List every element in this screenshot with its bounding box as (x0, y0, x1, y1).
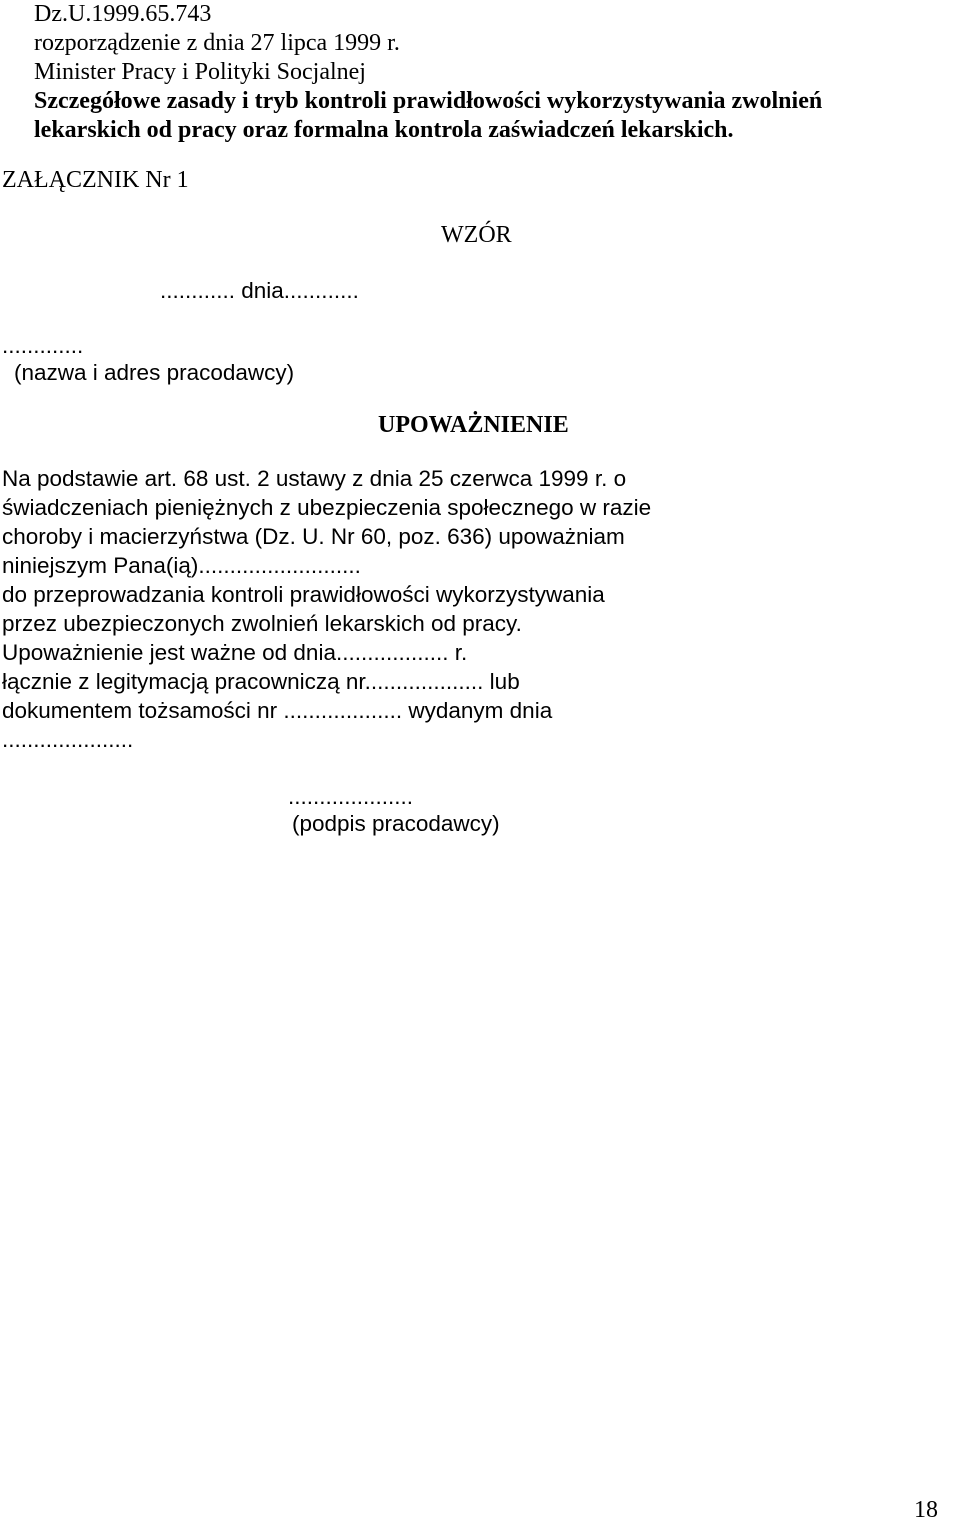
body-line: Na podstawie art. 68 ust. 2 ustawy z dnia 25 czerwca 1999 r. o (2, 466, 627, 491)
body-line: świadczeniach pieniężnych z ubezpieczenia społecznego w razie (2, 495, 652, 520)
body-line: przez ubezpieczonych zwolnień lekarskich od pracy. (2, 611, 522, 636)
document-header (34, 0, 822, 145)
annex-label: ZAŁĄCZNIK Nr 1 (2, 167, 189, 193)
regulation-date: rozporządzenie z dnia 27 lipca 1999 r. (34, 30, 400, 56)
signature-caption: (podpis pracodawcy) (292, 811, 500, 836)
page-number: 18 (914, 1497, 938, 1523)
body-line: Upoważnienie jest ważne od dnia.................. r. (2, 640, 468, 665)
signature-dots: .................... (288, 784, 414, 809)
employer-dots: ............. (2, 333, 84, 358)
employer-caption: (nazwa i adres pracodawcy) (14, 360, 295, 385)
issuer: Minister Pracy i Polityki Socjalnej (34, 59, 366, 85)
authorization-title: UPOWAŻNIENIE (378, 412, 569, 438)
doc-reference: Dz.U.1999.65.743 (34, 1, 212, 27)
authorization-body (2, 464, 651, 754)
body-line: ..................... (2, 727, 134, 752)
date-line: ............ dnia............ (160, 278, 359, 303)
body-line: dokumentem tożsamości nr ................... wydanym dnia (2, 698, 553, 723)
template-mark: WZÓR (441, 222, 512, 248)
body-line: choroby i macierzyństwa (Dz. U. Nr 60, poz. 636) upoważniam (2, 524, 625, 549)
body-line: łącznie z legitymacją pracowniczą nr................... lub (2, 669, 520, 694)
document-title-line-1: Szczegółowe zasady i tryb kontroli prawidłowości wykorzystywania zwolnień (34, 88, 823, 114)
document-title-line-2: lekarskich od pracy oraz formalna kontrola zaświadczeń lekarskich. (34, 117, 734, 143)
body-line: niniejszym Pana(ią).......................... (2, 553, 361, 578)
body-line: do przeprowadzania kontroli prawidłowości wykorzystywania (2, 582, 605, 607)
